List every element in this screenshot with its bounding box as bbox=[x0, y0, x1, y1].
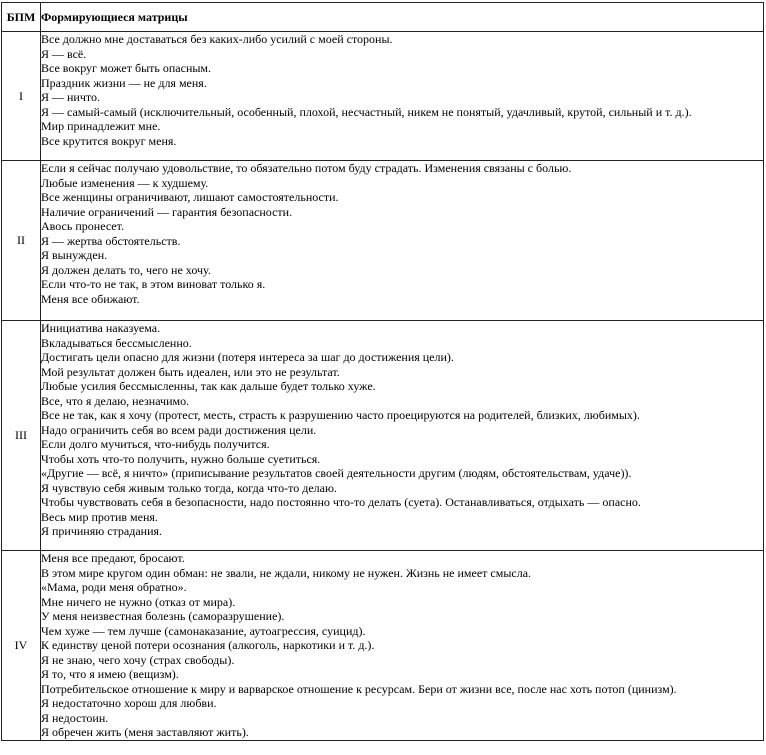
header-row bbox=[2, 3, 764, 32]
matrix-line: Чтобы чувствовать себя в безопасности, надо постоянно что-то делать (суета). Останавливаться, отдыхать — опасно. bbox=[41, 495, 641, 509]
matrix-line: Я недостаточно хорош для любви. bbox=[41, 696, 217, 710]
matrix-table bbox=[1, 2, 764, 741]
bpm-numeral: I bbox=[2, 32, 41, 161]
matrix-line: Если я сейчас получаю удовольствие, то обязательно потом буду страдать. Изменения связаны с болью. bbox=[41, 161, 572, 175]
matrix-line: Если долго мучиться, что-нибудь получится. bbox=[41, 437, 270, 451]
table-row bbox=[2, 321, 764, 551]
matrix-line: Все крутится вокруг меня. bbox=[41, 133, 177, 148]
matrix-line: Я не знаю, чего хочу (страх свободы). bbox=[41, 652, 235, 667]
matrix-line: У меня неизвестная болезнь (саморазрушение). bbox=[41, 609, 285, 623]
matrix-line: «Другие — всё, я ничто» (приписывание результатов своей деятельности другим (людям, обстоятельствам, удаче)). bbox=[41, 466, 632, 480]
matrix-line: В этом мире кругом один обман: не звали, не ждали, никому не нужен. Жизнь не имеет смысла. bbox=[41, 565, 532, 580]
matrix-line: Все вокруг может быть опасным. bbox=[41, 61, 212, 75]
matrix-line: Я причиняю страдания. bbox=[41, 524, 163, 538]
matrix-line: Я вынужден. bbox=[41, 248, 108, 262]
matrix-line: Авось пронесет. bbox=[41, 219, 124, 233]
matrix-line: Все, что я делаю, незначимо. bbox=[41, 393, 190, 408]
matrix-line: Инициатива наказуема. bbox=[41, 321, 161, 335]
table-row bbox=[2, 32, 764, 161]
matrix-line: Достигать цели опасно для жизни (потеря интереса за шаг до достижения цели). bbox=[41, 350, 454, 364]
matrix-line: Если что-то не так, в этом виноват только я. bbox=[41, 277, 266, 291]
matrix-line: Меня все предают, бросают. bbox=[41, 551, 185, 565]
matrix-line: Я — ничто. bbox=[41, 90, 100, 104]
matrix-line: Надо ограничить себя во всем ради достижения цели. bbox=[41, 422, 317, 437]
matrix-line: Все женщины ограничивают, лишают самостоятельности. bbox=[41, 190, 339, 204]
matrix-line: Весь мир против меня. bbox=[41, 509, 158, 524]
matrix-line: Я — всё. bbox=[41, 46, 87, 61]
bpm-numeral: IV bbox=[2, 551, 41, 741]
matrix-line: Я недостоин. bbox=[41, 710, 109, 725]
matrix-line: Я должен делать то, чего не хочу. bbox=[41, 262, 211, 277]
matrix-line: Чтобы хоть что-то получить, нужно больше суетиться. bbox=[41, 451, 321, 466]
matrix-line: Я чувствую себя живым только тогда, когда что-то делаю. bbox=[41, 480, 337, 495]
matrix-line: Мне ничего не нужно (отказ от мира). bbox=[41, 594, 236, 609]
table-row bbox=[2, 551, 764, 741]
matrix-line: Я — самый-самый (исключительный, особенный, плохой, несчастный, никем не понятый, удачливый, крутой, сильный и т. д.). bbox=[41, 104, 692, 119]
header-matrices: Формирующиеся матрицы bbox=[41, 3, 764, 32]
matrix-line: Я обречен жить (меня заставляют жить). bbox=[41, 725, 249, 739]
bpm-numeral: III bbox=[2, 321, 41, 551]
matrix-line: Чем хуже — тем лучше (самонаказание, аутоагрессия, суицид). bbox=[41, 623, 366, 638]
matrix-line: Мир принадлежит мне. bbox=[41, 119, 161, 133]
matrix-line: Все не так, как я хочу (протест, месть, страсть к разрушению часто проецируются на родителей, близких, любимых). bbox=[41, 408, 640, 422]
matrix-line: Наличие ограничений — гарантия безопасности. bbox=[41, 204, 293, 219]
matrix-line: К единству ценой потери осознания (алкоголь, наркотики и т. д.). bbox=[41, 638, 375, 652]
matrix-line: Я — жертва обстоятельств. bbox=[41, 233, 181, 248]
matrix-line: Праздник жизни — не для меня. bbox=[41, 75, 207, 90]
matrix-line: Любые усилия бессмысленны, так как дальше будет только хуже. bbox=[41, 379, 376, 393]
matrix-line: «Мама, роди меня обратно». bbox=[41, 580, 187, 594]
matrix-line: Мой результат должен быть идеален, или это не результат. bbox=[41, 364, 340, 379]
matrix-lines bbox=[41, 551, 764, 741]
matrix-line: Вкладываться бессмысленно. bbox=[41, 335, 192, 350]
table-row bbox=[2, 161, 764, 321]
matrix-lines bbox=[41, 321, 764, 551]
matrix-line: Меня все обижают. bbox=[41, 291, 140, 306]
matrix-lines bbox=[41, 161, 764, 321]
matrix-line: Любые изменения — к худшему. bbox=[41, 175, 209, 190]
matrix-line: Потребительское отношение к миру и варварское отношение к ресурсам. Бери от жизни все, после нас хоть потоп (цинизм). bbox=[41, 681, 677, 696]
header-bpm: БПМ bbox=[2, 3, 41, 32]
matrix-line: Все должно мне доставаться без каких-либо усилий с моей стороны. bbox=[41, 32, 393, 46]
matrix-lines bbox=[41, 32, 764, 161]
bpm-numeral: II bbox=[2, 161, 41, 321]
table-body bbox=[2, 32, 764, 741]
matrix-line: Я то, что я имею (вещизм). bbox=[41, 667, 179, 681]
